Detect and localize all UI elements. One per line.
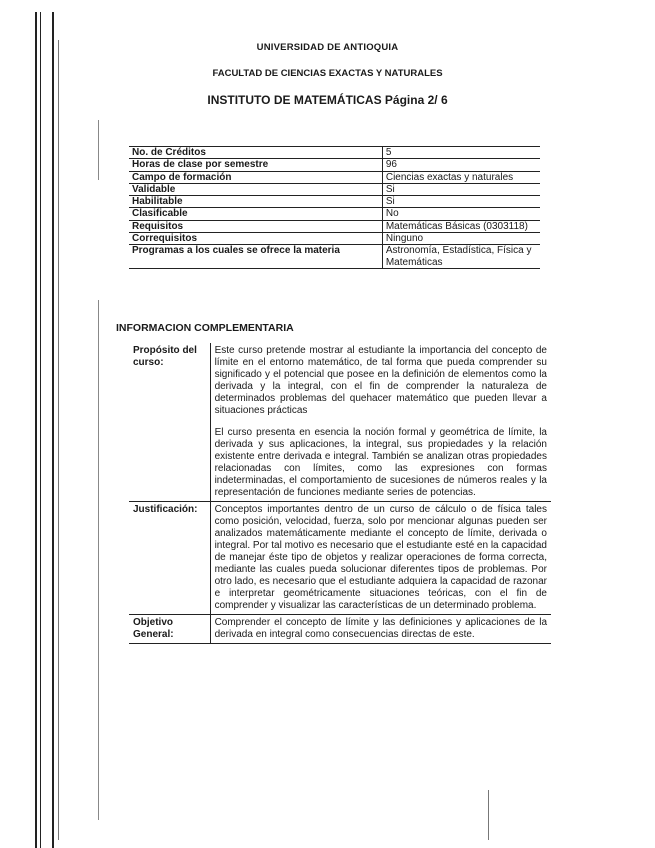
university-name: UNIVERSIDAD DE ANTIOQUIA — [256, 42, 399, 53]
info-label: Correquisitos — [129, 233, 382, 245]
scan-margin-line — [35, 12, 37, 848]
complementary-info-table — [129, 343, 551, 644]
info-value: Si — [382, 196, 540, 208]
purpose-paragraph: Este curso pretende mostrar al estudiante la importancia del concepto de límite en el entorno matemático, de tal forma que pueda comprender su significado y el potencial que posee en la definición de elementos como la derivada y la integral, con el fin de comprender la naturaleza de determinados problemas del quehacer matemático que pueden llevar a situaciones prácticas — [214, 345, 547, 416]
info-value: Astronomía, Estadística, Física y Matemáticas — [382, 245, 540, 269]
scan-margin-line — [58, 40, 59, 840]
info-value: Si — [382, 183, 540, 195]
info-value: 96 — [382, 159, 540, 171]
table-row — [129, 220, 540, 232]
purpose-text — [210, 343, 551, 502]
table-row — [129, 343, 551, 502]
table-row — [129, 615, 551, 644]
info-value: Ciencias exactas y naturales — [382, 171, 540, 183]
purpose-label: Propósito del curso: — [129, 343, 210, 502]
scan-margin-line — [40, 12, 41, 848]
info-label: Horas de clase por semestre — [129, 159, 382, 171]
info-label: Requisitos — [129, 220, 382, 232]
table-row — [129, 147, 540, 159]
info-value: Ninguno — [382, 233, 540, 245]
table-row — [129, 245, 540, 269]
institute-page-title: INSTITUTO DE MATEMÁTICAS Página 2/ 6 — [207, 93, 448, 107]
table-row — [129, 171, 540, 183]
table-row — [129, 502, 551, 615]
table-row — [129, 233, 540, 245]
info-value: No — [382, 208, 540, 220]
justification-text: Conceptos importantes dentro de un curso de cálculo o de física tales como posición, velocidad, fuerza, solo por mencionar algunas pueden ser analizados matemáticamente mediante el concepto de límite, derivada o integral. Por tal motivo es necesario que el estudiante esté en la capacidad de manejar éste tipo de objetos y realizar operaciones de forma correcta, mediante las cuales pueda solucionar diferentes tipos de problemas. Por otro lado, es necesario que el estudiante adquiera la capacidad de razonar e interpretar geométricamente situaciones teóricas, con el fin de comprender y visualizar las características de un determinado problema. — [210, 502, 551, 615]
purpose-paragraph: El curso presenta en esencia la noción formal y geométrica de límite, la derivada y sus aplicaciones, la integral, sus propiedades y la relación existente entre derivada e integral. También se analizan otras propiedades relacionadas con límites, como las expresiones con formas indeterminadas, el comportamiento de sucesiones de números reales y la representación de funciones mediante series de potencias. — [214, 427, 547, 498]
justification-label: Justificación: — [129, 502, 210, 615]
objective-text: Comprender el concepto de límite y las definiciones y aplicaciones de la derivada en integral como consecuencias directas de este. — [210, 615, 551, 644]
scan-margin-line — [488, 790, 489, 840]
section-title: INFORMACION COMPLEMENTARIA — [116, 322, 294, 334]
info-label: Clasificable — [129, 208, 382, 220]
course-info-table — [129, 146, 540, 269]
info-value: 5 — [382, 147, 540, 159]
table-row — [129, 208, 540, 220]
scan-margin-line — [52, 12, 54, 848]
table-row — [129, 196, 540, 208]
info-label: No. de Créditos — [129, 147, 382, 159]
info-label: Campo de formación — [129, 171, 382, 183]
scan-margin-line — [98, 300, 99, 820]
scan-margin-line — [98, 120, 99, 180]
info-label: Habilitable — [129, 196, 382, 208]
objective-label: Objetivo General: — [129, 615, 210, 644]
table-row — [129, 183, 540, 195]
faculty-name: FACULTAD DE CIENCIAS EXACTAS Y NATURALES — [212, 68, 443, 79]
table-row — [129, 159, 540, 171]
info-label: Validable — [129, 183, 382, 195]
info-label: Programas a los cuales se ofrece la materia — [129, 245, 382, 269]
info-value: Matemáticas Básicas (0303118) — [382, 220, 540, 232]
